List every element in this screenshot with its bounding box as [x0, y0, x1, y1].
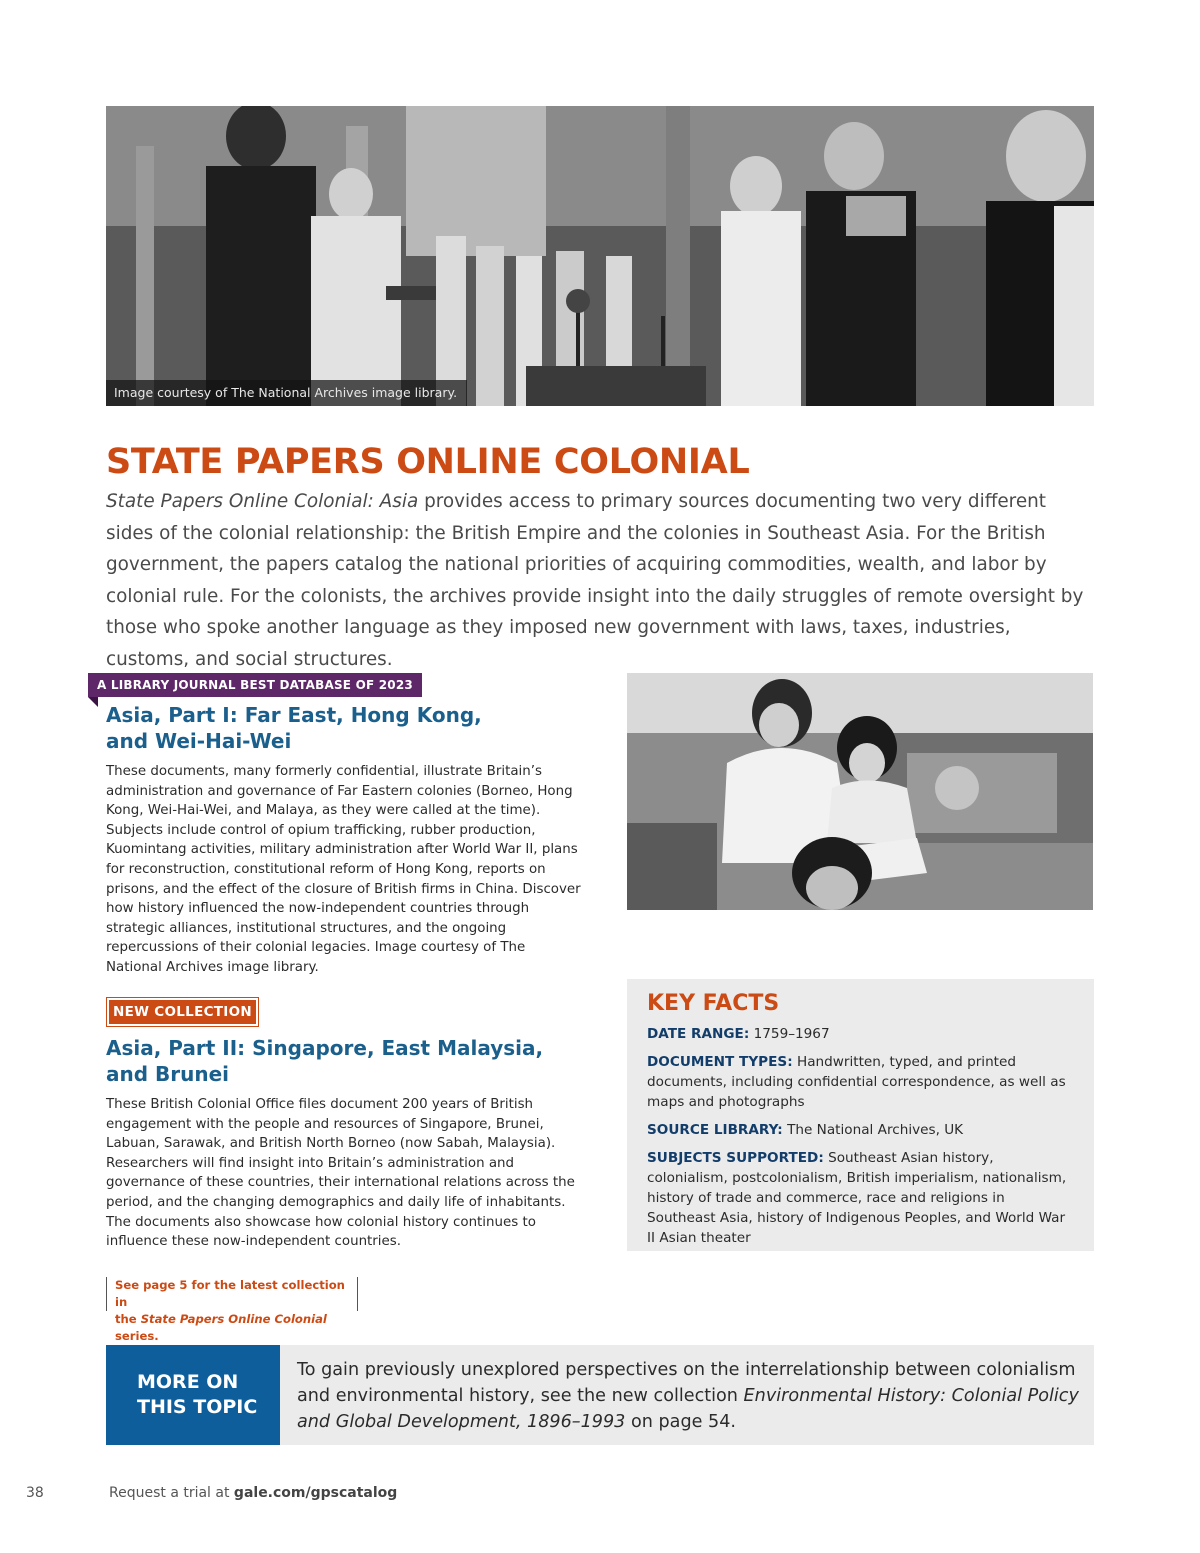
part1-heading-line1: Asia, Part I: Far East, Hong Kong, — [106, 703, 482, 727]
see-page-line1: See page 5 for the latest collection in — [115, 1278, 345, 1309]
hero-photo-illustration — [106, 106, 1094, 406]
classroom-photo-illustration — [627, 673, 1093, 910]
part2-heading-line2: and Brunei — [106, 1062, 230, 1086]
fact-subjects — [647, 1148, 1074, 1248]
footer-prefix: Request a trial at — [109, 1485, 234, 1501]
more-text-prefix: To gain previously unexplored perspectives on the interrelationship between colonialism and environmental history, see the new collection — [297, 1360, 1076, 1406]
intro-text: provides access to primary sources documenting two very different sides of the colonial relationship: the British Empire and the colonies in Southeast Asia. For the British government, the papers catalog the national priorities of acquiring commodities, wealth, and labor by colonial rule. For the colonists, the archives provide insight into the daily struggles of remote oversight by those who spoke another language as they imposed new government with laws, taxes, industries, customs, and social structures. — [106, 491, 1084, 670]
more-on-topic-box — [106, 1345, 1094, 1445]
see-page-prefix: the — [115, 1312, 141, 1326]
intro-paragraph — [106, 486, 1096, 675]
see-page-note — [106, 1277, 358, 1343]
award-badge-fold — [88, 697, 98, 707]
part2-heading — [106, 1035, 543, 1087]
see-page-line2 — [115, 1311, 351, 1345]
part1-heading-line2: and Wei-Hai-Wei — [106, 729, 292, 753]
more-label-line1: MORE ON — [137, 1371, 239, 1393]
fact-date-value: 1759–1967 — [749, 1026, 830, 1042]
new-collection-badge — [106, 997, 259, 1027]
part1-heading — [106, 702, 482, 754]
fact-date-range — [647, 1024, 1074, 1044]
award-badge: A LIBRARY JOURNAL BEST DATABASE OF 2023 — [88, 673, 422, 697]
fact-source-library — [647, 1120, 1074, 1140]
intro-italic: State Papers Online Colonial: Asia — [106, 491, 419, 512]
more-on-topic-text — [297, 1357, 1087, 1435]
footer-trial — [109, 1485, 397, 1501]
more-label-line2: THIS TOPIC — [137, 1396, 258, 1418]
fact-subjects-value: Southeast Asian history, colonialism, postcolonialism, British imperialism, nationalism, history of trade and commerce, race and religions in Southeast Asia, history of Indigenous Peoples, and World War II Asian theater — [647, 1150, 1067, 1246]
key-facts-title: KEY FACTS — [647, 991, 780, 1016]
fact-types-value: Handwritten, typed, and printed documents, including confidential correspondence, as well as maps and photographs — [647, 1054, 1066, 1110]
hero-caption: Image courtesy of The National Archives image library. — [106, 380, 467, 406]
hero-photo — [106, 106, 1094, 406]
page-title: STATE PAPERS ONLINE COLONIAL — [106, 442, 750, 482]
more-on-topic-label — [106, 1345, 280, 1445]
fact-types-label: DOCUMENT TYPES: — [647, 1054, 793, 1070]
classroom-photo — [627, 673, 1093, 910]
part2-body: These British Colonial Office files document 200 years of British engagement with the people and resources of Singapore, Brunei, Labuan, Sarawak, and British North Borneo (now Sabah, Malaysia). Researchers will find insight into Britain’s administration and governance of these countries, their international relations across the period, and the changing demographics and daily life of inhabitants. The documents also showcase how colonial history continues to influence these now-independent countries. — [106, 1097, 575, 1250]
fact-source-value: The National Archives, UK — [782, 1122, 964, 1138]
see-page-series: State Papers Online Colonial — [140, 1312, 327, 1326]
footer-link[interactable]: gale.com/gpscatalog — [233, 1485, 398, 1501]
fact-document-types — [647, 1052, 1074, 1112]
see-page-suffix: series. — [115, 1329, 159, 1343]
more-text-suffix: on page 54. — [625, 1412, 737, 1432]
part2-heading-line1: Asia, Part II: Singapore, East Malaysia, — [106, 1036, 544, 1060]
fact-subjects-label: SUBJECTS SUPPORTED: — [647, 1150, 824, 1166]
fact-date-label: DATE RANGE: — [647, 1026, 750, 1042]
page-number: 38 — [26, 1485, 44, 1501]
key-facts-panel — [627, 979, 1094, 1251]
more-text-collection: Environmental History: Colonial Policy and Global Development, 1896–1993 — [297, 1386, 1079, 1432]
fact-source-label: SOURCE LIBRARY: — [647, 1122, 783, 1138]
new-collection-label: NEW COLLECTION — [109, 1000, 256, 1024]
part1-body: These documents, many formerly confidential, illustrate Britain’s administration and governance of Far Eastern colonies (Borneo, Hong Kong, Wei-Hai-Wei, and Malaya, as they were called at the time). Subjects include control of opium trafficking, rubber production, Kuomintang activities, military administration after World War II, plans for reconstruction, constitutional reform of Hong Kong, reports on prisons, and the effect of the closure of British firms in China. Discover how history influenced the now-independent countries through strategic alliances, institutional structures, and the ongoing repercussions of their colonial legacies. Image courtesy of The National Archives image library. — [106, 764, 581, 975]
